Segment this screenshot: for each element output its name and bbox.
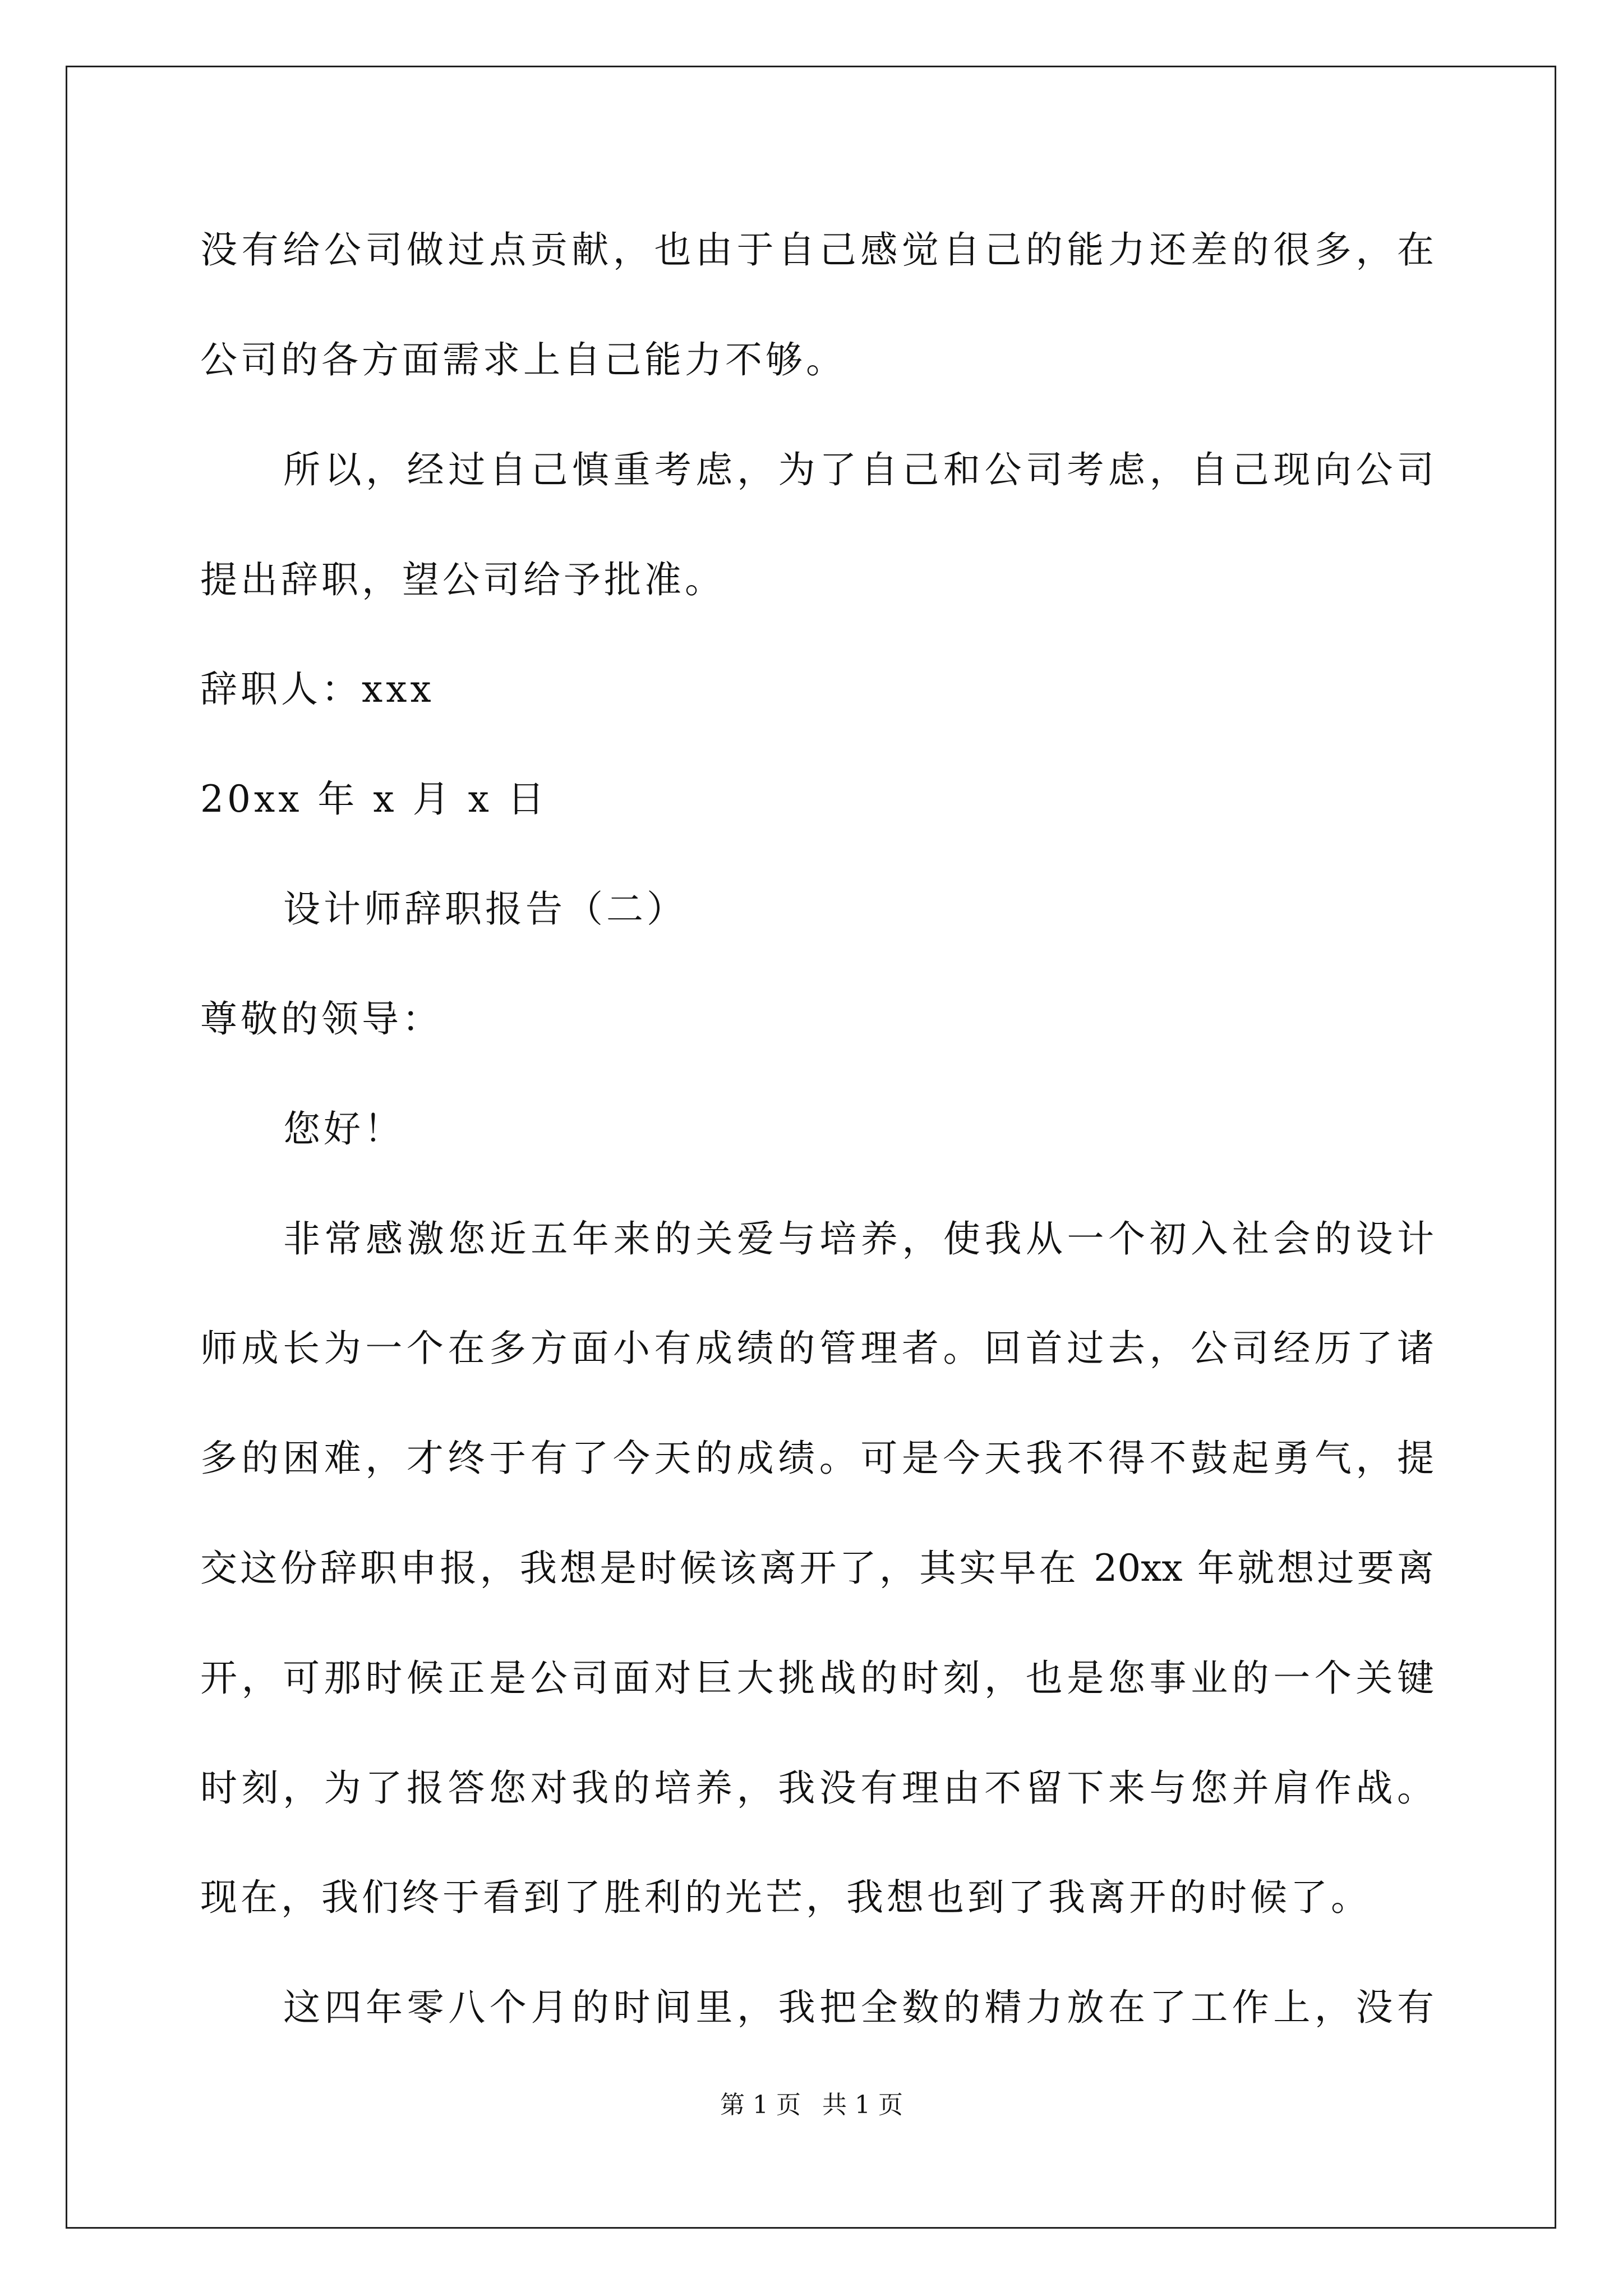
text-line: 现在，我们终于看到了胜利的光芒，我想也到了我离开的时候了。 (200, 1876, 1371, 1919)
greeting: 您好！ (283, 1107, 404, 1151)
text-line: 交这份辞职申报，我想是时候该离开了，其实早在 20xx 年就想过要离 (200, 1547, 1434, 1590)
page-footer (0, 2090, 1623, 2121)
page-total: 共 1 页 (822, 2091, 903, 2119)
text-line: 提出辞职，望公司给予批准。 (200, 558, 725, 601)
text-line: 开，可那时候正是公司面对巨大挑战的时刻，也是您事业的一个关键 (200, 1657, 1434, 1700)
salutation: 尊敬的领导： (200, 997, 442, 1041)
text-line: 非常感激您近五年来的关爱与培养，使我从一个初入社会的设计 (283, 1217, 1434, 1260)
page-number: 第 1 页 (720, 2091, 801, 2119)
text-line: 公司的各方面需求上自己能力不够。 (200, 338, 846, 381)
text-line: 师成长为一个在多方面小有成绩的管理者。回首过去，公司经历了诸 (200, 1327, 1434, 1370)
signer-line: 辞职人：xxx (200, 668, 435, 711)
text-line: 所以，经过自己慎重考虑，为了自己和公司考虑，自己现向公司 (283, 448, 1434, 491)
text-line: 多的困难，才终于有了今天的成绩。可是今天我不得不鼓起勇气，提 (200, 1437, 1434, 1480)
text-line: 没有给公司做过点贡献，也由于自己感觉自己的能力还差的很多，在 (200, 228, 1434, 272)
date-line: 20xx 年 x 月 x 日 (200, 777, 548, 821)
section-heading: 设计师辞职报告（二） (283, 887, 687, 931)
text-line: 这四年零八个月的时间里，我把全数的精力放在了工作上，没有 (283, 1986, 1434, 2029)
text-line: 时刻，为了报答您对我的培养，我没有理由不留下来与您并肩作战。 (200, 1766, 1434, 1810)
